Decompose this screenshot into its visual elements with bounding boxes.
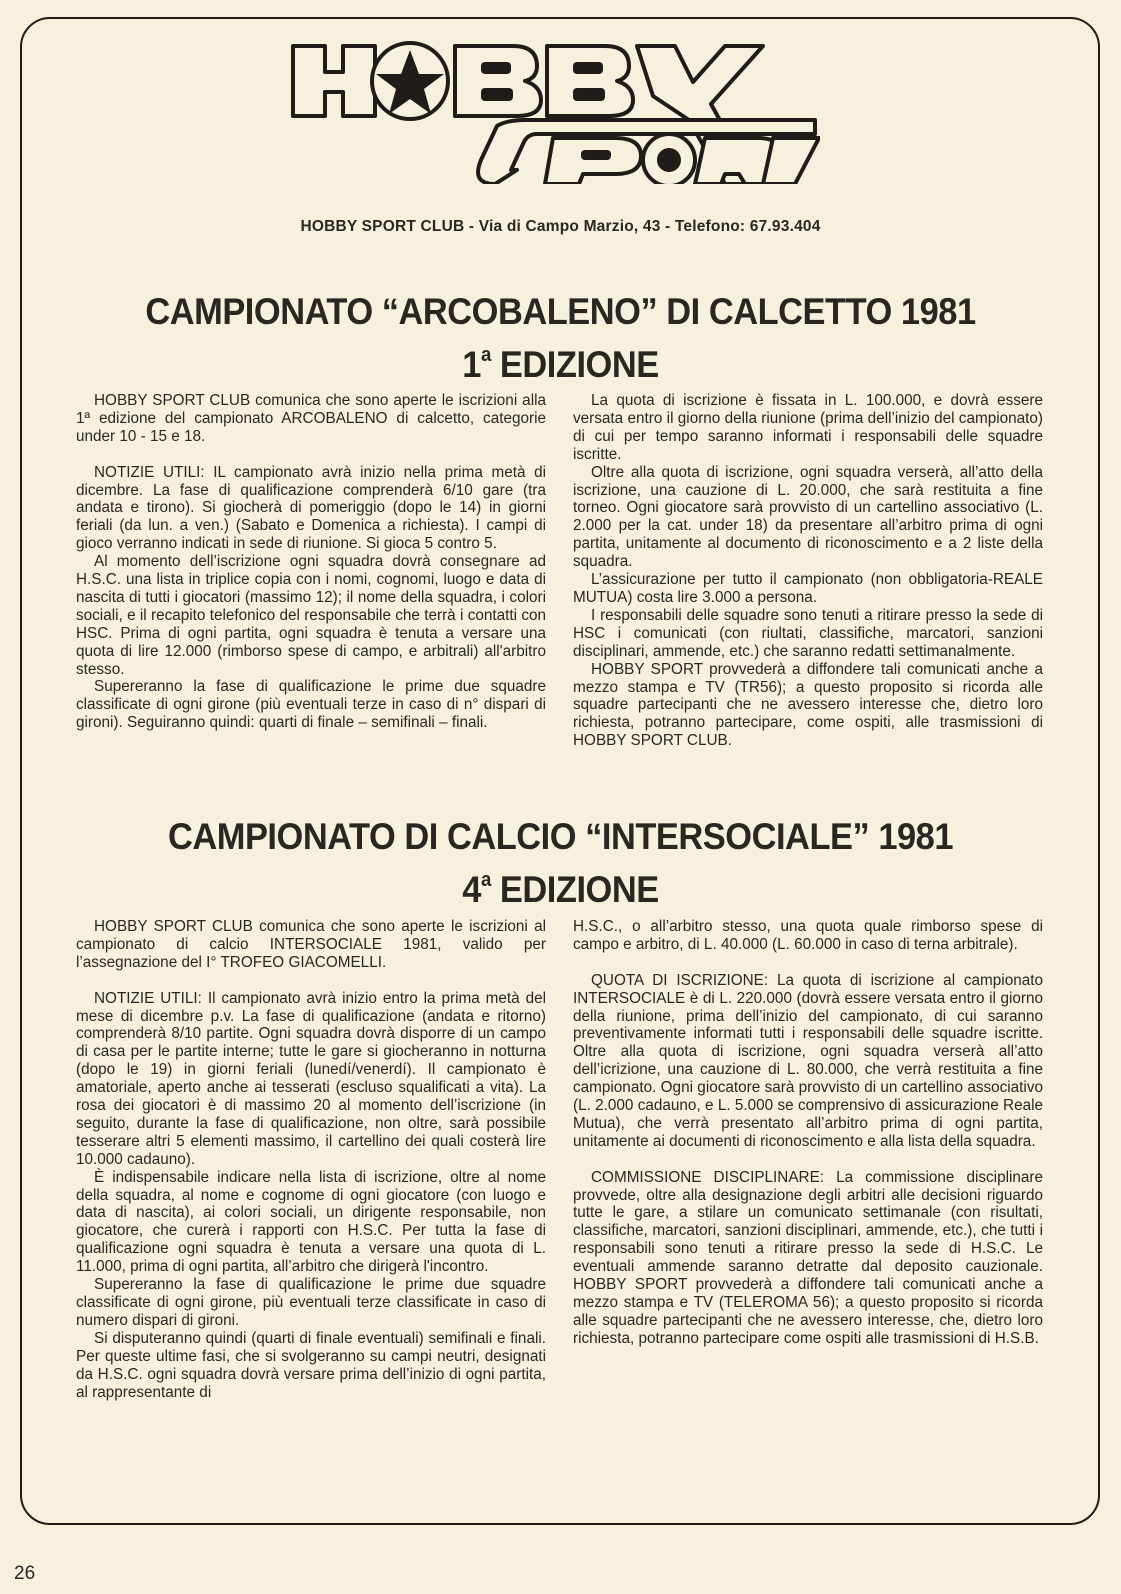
paragraph: NOTIZIE UTILI: Il campionato avrà inizio entro la prima metà del mese di dicembre p.v. La fase di qualificazione (andata e ritorno) comprenderà 8/10 partite. Ogni squadra dovrà disporre di un campo di casa per le partite interne; tutte le gare si giocheranno in notturna (dopo le 19) in giorni feriali (lunedí/venerdí). Il campionato è amatoriale, aperto anche ai tesserati (escluso squalificati a vita). La rosa dei giocatori è di massimo 20 al momento dell’iscrizione (in seguito, durante la fase di qualificazione, non oltre, sarà possibile tesserare altri 5 elementi massimo, il cartellino dei quali costerà lire 10.000 cadauno). — [76, 989, 546, 1168]
section2-edition — [39, 858, 1082, 912]
section2-edition-word: EDIZIONE — [499, 869, 659, 910]
paragraph: HOBBY SPORT CLUB comunica che sono aperte le iscrizioni alla 1ª edizione del campionato ARCOBALENO di calcetto, categorie under 10 - 15 e 18. — [76, 392, 546, 445]
section1-title — [39, 290, 1082, 334]
paragraph: QUOTA DI ISCRIZIONE: La quota di iscrizione al campionato INTERSOCIALE è di L. 220.000 (dovrà essere versata entro il giorno della riunione, prima dell’inizio del campionato, di cui saranno preventivamente informati tutti i responsabili delle squadre iscritte. Oltre alla quota di iscrizione, ogni squadra verserà all’atto dell’icrizione, una cauzione di L. 80.000, che verrà restituita a fine campionato. Ogni giocatore sarà provvisto di un cartellino associativo (L. 2.000 cadauno, e L. 5.000 se comprensivo di assicurazione Reale Mutua), che verrà presentato all’arbitro prima di ogni partita, unitamente ai documenti di riconoscimento e alla lista della squadra. — [573, 971, 1043, 1150]
paragraph: Supereranno la fase di qualificazione le prime due squadre classificate di ogni girone (più eventuali terze in caso di n° dispari di gironi). Seguiranno quindi: quarti di finale – semifinali – finali. — [76, 678, 546, 732]
paragraph: I responsabili delle squadre sono tenuti a ritirare presso la sede di HSC i comunicati (con riultati, classifiche, marcatori, sanzioni disciplinari, ammende, etc.) che saranno redatti settimanalmente. — [573, 606, 1043, 660]
section2-left-column — [76, 918, 546, 1401]
section1-edition-word: EDIZIONE — [499, 344, 659, 385]
paragraph: NOTIZIE UTILI: IL campionato avrà inizio nella prima metà di dicembre. La fase di qualificazione comprenderà 6/10 gare (tra andata e tirono). Si giocherà di pomeriggio (dopo le 14) in giorni feriali (da lun. a ven.) (Sabato e Domenica a richiesta). I campi di gioco verranno indicati in sede di riunione. Si gioca 5 contro 5. — [76, 463, 546, 553]
page-number: 26 — [14, 1563, 36, 1584]
paragraph: H.S.C., o all’arbitro stesso, una quota quale rimborso spese di campo e arbitro, di L. 40.000 (L. 60.000 in caso di terna arbitrale). — [573, 918, 1043, 953]
paragraph: L’assicurazione per tutto il campionato (non obbligatoria-REALE MUTUA) costa lire 3.000 a persona. — [573, 571, 1043, 606]
paragraph: Si disputeranno quindi (quarti di finale eventuali) semifinali e finali. Per queste ultime fasi, che si svolgeranno su campi neutri, designati da H.S.C. ogni squadra dovrà versare prima dell’inizio di ogni partita, al rappresentante di — [76, 1329, 546, 1401]
section1-left-column — [76, 392, 546, 732]
club-address: HOBBY SPORT CLUB - Via di Campo Marzio, 43 - Telefono: 67.93.404 — [300, 218, 821, 235]
section1-edition-number: 1 — [462, 344, 481, 385]
section1-edition — [39, 333, 1082, 387]
paragraph: HOBBY SPORT CLUB comunica che sono aperte le iscrizioni al campionato di calcio INTERSOCIALE 1981, valido per l’assegnazione del I° TROFEO GIACOMELLI. — [76, 918, 546, 971]
section2-edition-number: 4 — [462, 869, 481, 910]
paragraph: La quota di iscrizione è fissata in L. 100.000, e dovrà essere versata entro il giorno della riunione (prima dell’inizio del campionato) di cui per tempo saranno informati i responsabili delle squadre iscritte. — [573, 392, 1043, 463]
section1-title-text: CAMPIONATO “ARCOBALENO” DI CALCETTO 1981 — [145, 291, 976, 332]
hobby-sport-logo — [285, 34, 820, 184]
section1-right-column — [573, 392, 1043, 750]
paragraph: Al momento dell’iscrizione ogni squadra dovrà consegnare ad H.S.C. una lista in triplice copia con i nomi, cognomi, luogo e data di nascita di tutti i giocatori (massimo 12); il nome della squadra, i colori sociali, e il recapito telefonico del responsabile che terrà i contatti con HSC. Prima di ogni partita, ogni squadra è tenuta a versare una quota di lire 12.000 (rimborso spese di campo, e arbitrali) all'arbitro stesso. — [76, 553, 546, 678]
paragraph: COMMISSIONE DISCIPLINARE: La commissione disciplinare provvede, oltre alla designazione degli arbitri alle decisioni riguardo tutte le gare, a stilare un comunicato settimanale (con risultati, classifiche, marcatori, sanzioni disciplinari, ammende, etc.), che tutti i responsabili sono tenuti a ritirare presso la sede di H.S.C. Le eventuali ammende saranno detratte dal deposito cauzionale. HOBBY SPORT provvederà a diffondere tali comunicati anche a mezzo stampa e TV (TELEROMA 56); a questo proposito si ricorda alle squadre partecipanti che ne avessero interesse, che, dietro loro richiesta, potranno partecipare come ospiti alle trasmissioni di H.S.B. — [573, 1168, 1043, 1347]
section2-edition-superscript: a — [480, 869, 491, 891]
paragraph: È indispensabile indicare nella lista di iscrizione, oltre al nome della squadra, al nome e cognome di ogni giocatore (con luogo e data di nascita), ai colori sociali, un dirigente responsabile, non giocatore, che curerà i rapporti con H.S.C. Per tutta la fase di qualificazione ogni squadra è tenuta a versare una quota di L. 11.000, prima di ogni partita, all’arbitro che dirigerà l'incontro. — [76, 1168, 546, 1276]
section2-title — [39, 815, 1082, 859]
section2-right-column — [573, 918, 1043, 1348]
paragraph: Oltre alla quota di iscrizione, ogni squadra verserà, all’atto della iscrizione, una cauzione di L. 20.000, che sarà restituita a fine torneo. Ogni giocatore sarà provvisto di un cartellino associativo (L. 2.000 per la cat. under 18) da presentare all’arbitro prima di ogni partita, unitamente al documento di riconoscimento e a 2 liste della squadra. — [573, 463, 1043, 571]
paragraph: HOBBY SPORT provvederà a diffondere tali comunicati anche a mezzo stampa e TV (TR56); a questo proposito si ricorda alle squadre partecipanti che ne avessero interesse che, dietro loro richiesta, potranno partecipare, come ospiti, alle trasmissioni di HOBBY SPORT CLUB. — [573, 660, 1043, 750]
section2-title-text: CAMPIONATO DI CALCIO “INTERSOCIALE” 1981 — [167, 816, 954, 857]
paragraph: Supereranno la fase di qualificazione le prime due squadre classificate di ogni girone, più eventuali terze classificate in caso di numero dispari di gironi. — [76, 1276, 546, 1329]
section1-edition-superscript: a — [480, 344, 491, 366]
